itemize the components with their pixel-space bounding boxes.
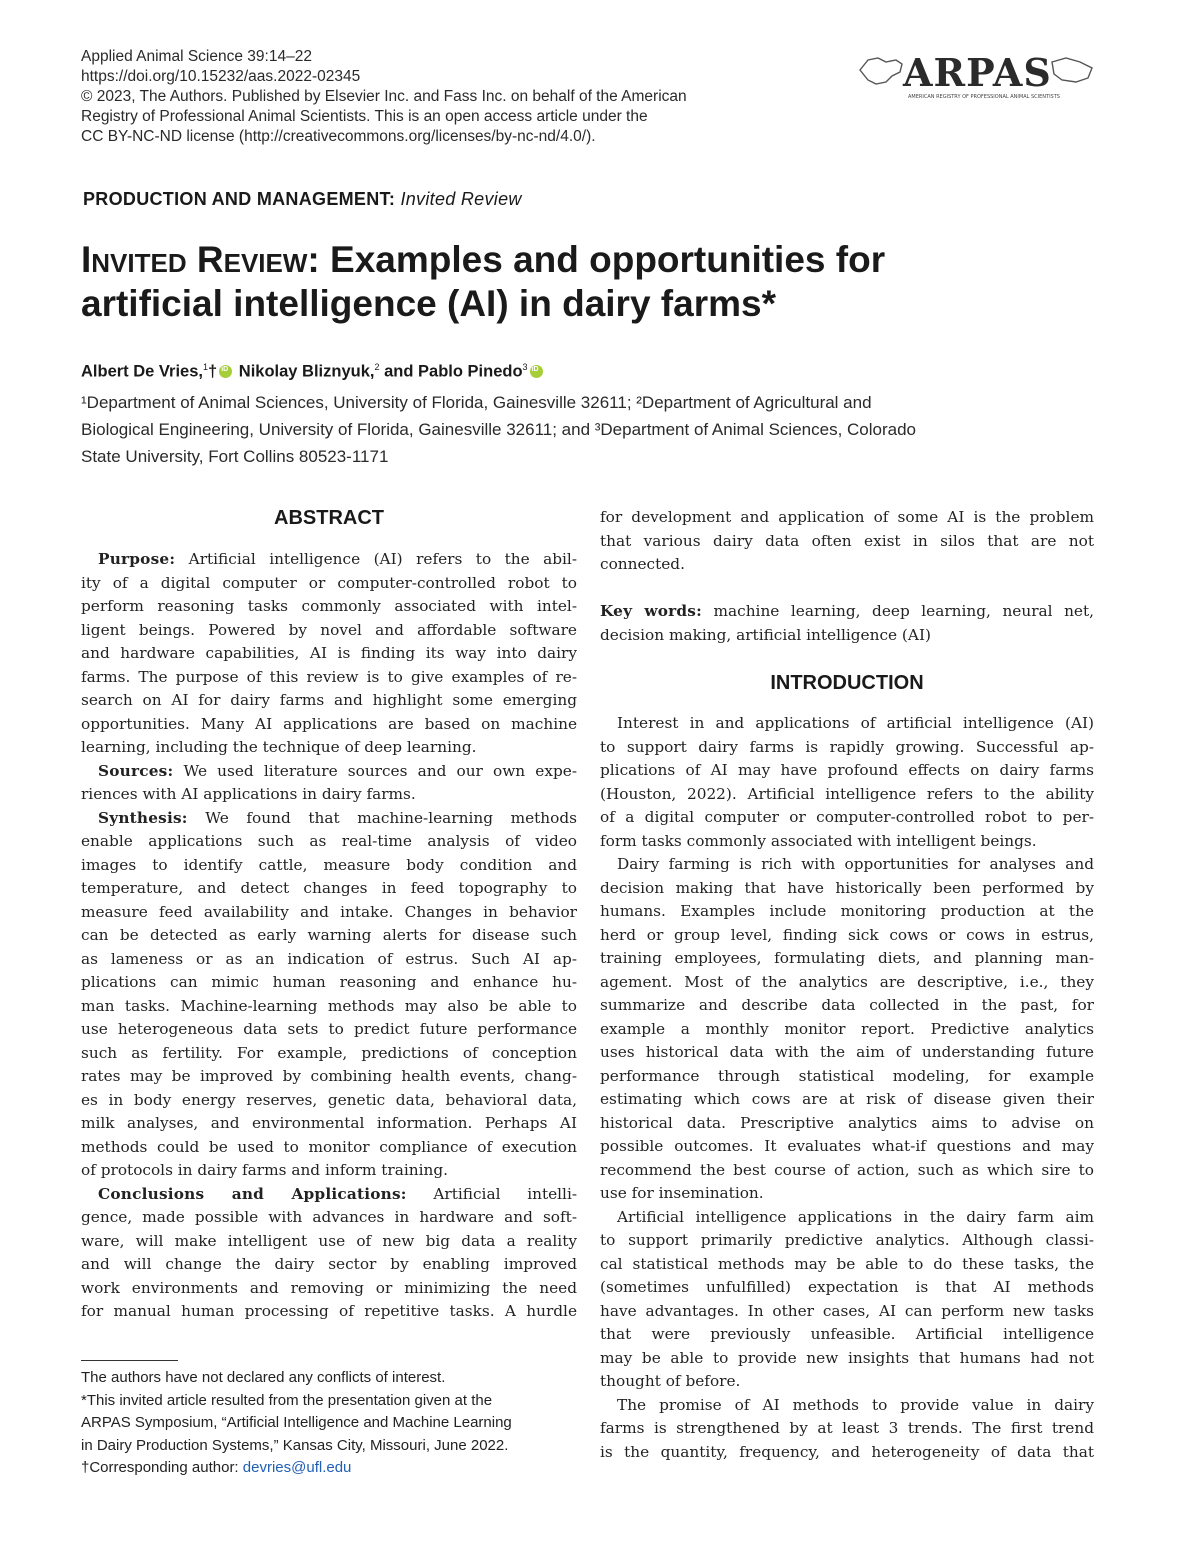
keywords xyxy=(600,600,1094,647)
abstract-line: images to identify cattle, measure body condition and xyxy=(81,855,577,874)
abstract-line: search on AI for dairy farms and highlight some emerging xyxy=(81,691,577,709)
intro-line: uses historical data with the aim of understanding future xyxy=(600,1043,1094,1061)
intro-line: of a digital computer or computer-controlled robot to per- xyxy=(600,808,1094,826)
affiliation-line: Biological Engineering, University of Florida, Gainesville 32611; and ³Department of Animal Sciences, Colorado xyxy=(81,420,917,439)
intro-line: training employees, formulating diets, and planning man- xyxy=(600,949,1094,967)
logo-cow-silhouette xyxy=(860,58,902,84)
abstract-line: Conclusions and Applications: Artificial intelli- xyxy=(98,1184,578,1203)
abstract-continued xyxy=(600,506,1094,577)
footnote-line: The authors have not declared any conflicts of interest. xyxy=(81,1369,446,1386)
affiliation-marker: 1 xyxy=(202,362,208,372)
abstract-line: connected. xyxy=(600,555,685,573)
intro-line: herd or group level, finding sick cows or cows in estrus, xyxy=(600,925,1094,944)
article-type: Invited Review xyxy=(400,189,522,209)
abstract-line: and hardware capabilities, AI is finding its way into dairy xyxy=(81,644,577,662)
intro-line: form tasks commonly associated with intelligent beings. xyxy=(600,831,1037,850)
title-line-2: artificial intelligence (AI) in dairy farms* xyxy=(81,283,776,324)
keywords-label: Key words: xyxy=(600,602,702,620)
intro-line: Dairy farming is rich with opportunities for analyses and xyxy=(617,855,1094,873)
abstract-line: ligent beings. Powered by novel and affordable software xyxy=(81,620,577,639)
intro-line: (Houston, 2022). Artificial intelligence refers to the ability xyxy=(600,784,1094,803)
intro-line: use for insemination. xyxy=(600,1184,764,1202)
footnotes xyxy=(81,1367,581,1480)
intro-line: plications of AI may have profound effects on dairy farms xyxy=(600,761,1094,779)
abstract-line: ity of a digital computer or computer-controlled robot to xyxy=(81,573,577,592)
abstract-line: and will change the dairy sector by enabling improved xyxy=(81,1255,577,1273)
author-name: Nikolay Bliznyuk, xyxy=(238,362,375,381)
conclusions-label: Conclusions and Applications: xyxy=(98,1184,407,1203)
abstract-line: opportunities. Many AI applications are based on machine xyxy=(81,714,577,733)
abstract-line: for manual human processing of repetitive tasks. A hurdle xyxy=(81,1302,577,1320)
intro-line: agement. Most of the analytics are descriptive, i.e., they xyxy=(600,972,1094,991)
logo-tagline: AMERICAN REGISTRY OF PROFESSIONAL ANIMAL SCIENTISTS xyxy=(908,94,1060,100)
orcid-icon[interactable] xyxy=(219,365,232,378)
author-name: Albert De Vries, xyxy=(81,362,203,381)
synthesis-label: Synthesis: xyxy=(98,808,188,827)
abstract-line: work environments and removing or minimizing the need xyxy=(81,1278,577,1297)
abstract-line: milk analyses, and environmental information. Perhaps AI xyxy=(81,1114,577,1132)
title-line-1: Examples and opportunities for xyxy=(330,239,886,280)
doi-link[interactable]: https://doi.org/10.15232/aas.2022-02345 xyxy=(81,68,361,85)
copyright-line: © 2023, The Authors. Published by Elsevier Inc. and Fass Inc. on behalf of the American xyxy=(81,88,687,105)
title-prefix: Invited Review: xyxy=(81,239,320,280)
abstract-line: Purpose: Artificial intelligence (AI) refers to the abil- xyxy=(98,550,577,568)
purpose-label: Purpose: xyxy=(98,550,176,568)
abstract-line: rates may be improved by combining health events, chang- xyxy=(81,1067,577,1085)
abstract-line: perform reasoning tasks commonly associated with intel- xyxy=(81,597,577,615)
keywords-line: Key words: machine learning, deep learning, neural net, xyxy=(600,602,1094,620)
copyright-line: Registry of Professional Animal Scientists. This is an open access article under the xyxy=(81,108,648,125)
intro-line: that were previously unfeasible. Artificial intelligence xyxy=(600,1325,1094,1343)
abstract-line: farms. The purpose of this review is to give examples of re- xyxy=(81,667,577,686)
orcid-icon[interactable] xyxy=(530,365,543,378)
abstract-line: as lameness or as an indication of estrus. Such AI ap- xyxy=(81,949,577,968)
affiliation-marker: 3 xyxy=(522,362,528,372)
author-email-link[interactable]: devries@ufl.edu xyxy=(242,1459,352,1476)
abstract-line: enable applications such as real-time analysis of video xyxy=(81,832,577,850)
intro-line: cal statistical methods may be able to do these tasks, the xyxy=(600,1254,1094,1273)
abstract-line: temperature, and detect changes in feed topography to xyxy=(81,879,577,897)
arpas-logo xyxy=(856,48,1096,104)
intro-line: The promise of AI methods to provide value in dairy xyxy=(617,1395,1094,1414)
journal-header xyxy=(81,47,801,147)
logo-animal-silhouette xyxy=(1052,58,1092,82)
intro-line: is the quantity, frequency, and heterogeneity of data that xyxy=(600,1442,1094,1461)
abstract-line: Synthesis: We found that machine-learning methods xyxy=(98,808,577,827)
intro-line: summarize and describe data collected in the past, for xyxy=(600,996,1094,1014)
intro-line: (sometimes unfulfilled) expectation is that AI methods xyxy=(600,1278,1094,1296)
affiliation-line: State University, Fort Collins 80523-1171 xyxy=(81,447,389,466)
intro-line: humans. Examples include monitoring production at the xyxy=(600,902,1094,920)
corresponding-dagger: † xyxy=(208,362,218,381)
affiliation-marker: 2 xyxy=(374,362,380,372)
abstract-line: use heterogeneous data sets to predict future performance xyxy=(81,1020,577,1038)
intro-line: Artificial intelligence applications in the dairy farm aim xyxy=(617,1207,1094,1226)
abstract-line: such as fertility. For example, predictions of conception xyxy=(81,1043,577,1062)
abstract-line: plications can mimic human reasoning and enhance hu- xyxy=(81,973,577,991)
intro-line: Interest in and applications of artificial intelligence (AI) xyxy=(617,714,1094,732)
intro-line: may be able to provide new insights that humans had not xyxy=(600,1348,1094,1367)
intro-line: performance through statistical modeling, for example xyxy=(600,1066,1094,1085)
abstract-line: gence, made possible with advances in hardware and soft- xyxy=(81,1208,577,1226)
footnote-divider xyxy=(81,1360,178,1361)
section-category: PRODUCTION AND MANAGEMENT: xyxy=(83,189,396,209)
intro-line: thought of before. xyxy=(600,1372,741,1390)
abstract-line: learning, including the technique of deep learning. xyxy=(81,738,477,756)
section-label xyxy=(83,189,522,210)
intro-line: to support primarily predictive analytics. Although classi- xyxy=(600,1231,1094,1249)
logo-wordmark: ARPAS xyxy=(903,50,1052,95)
intro-line: have advantages. In other cases, AI can perform new tasks xyxy=(600,1301,1094,1320)
abstract-line: Sources: We used literature sources and our own expe- xyxy=(98,761,577,780)
affiliation-line: ¹Department of Animal Sciences, University of Florida, Gainesville 32611; ²Department of Agricultural and xyxy=(81,393,872,412)
abstract-line: measure feed availability and intake. Changes in behavior xyxy=(81,902,577,921)
introduction-heading: INTRODUCTION xyxy=(770,672,924,694)
abstract-line: es in body energy reserves, genetic data, behavioral data, xyxy=(81,1090,577,1109)
abstract-line: for development and application of some AI is the problem xyxy=(600,508,1094,526)
footnote-line: in Dairy Production Systems,” Kansas City, Missouri, June 2022. xyxy=(81,1436,509,1454)
intro-line: farms is strengthened by at least 3 trends. The first trend xyxy=(600,1419,1094,1437)
keywords-line: decision making, artificial intelligence (AI) xyxy=(600,625,931,644)
intro-line: decision making that have historically been performed by xyxy=(600,878,1094,897)
article-title xyxy=(81,238,1121,326)
intro-line: historical data. Prescriptive analytics aims to advise on xyxy=(600,1113,1094,1132)
author-name: and Pablo Pinedo xyxy=(384,362,523,381)
intro-line: recommend the best course of action, such as which sire to xyxy=(600,1160,1094,1179)
abstract-line: of protocols in dairy farms and inform training. xyxy=(81,1161,448,1179)
affiliations xyxy=(81,389,1081,470)
abstract-line: methods could be used to monitor compliance of execution xyxy=(81,1137,577,1156)
intro-line: example a monthly monitor report. Predictive analytics xyxy=(600,1019,1094,1038)
abstract-line: riences with AI applications in dairy farms. xyxy=(81,785,416,803)
introduction-body xyxy=(600,712,1094,1464)
intro-line: estimating which cows are at risk of disease given their xyxy=(600,1090,1094,1108)
abstract-line: man tasks. Machine-learning methods may also be able to xyxy=(81,996,577,1015)
abstract-line: can be detected as early warning alerts for disease such xyxy=(81,926,577,944)
journal-citation: Applied Animal Science 39:14–22 xyxy=(81,48,312,65)
intro-line: possible outcomes. It evaluates what-if questions and may xyxy=(600,1137,1094,1155)
corresponding-author-label: †Corresponding author: xyxy=(81,1459,243,1476)
footnote-line: ARPAS Symposium, “Artificial Intelligence and Machine Learning xyxy=(81,1414,512,1431)
license-line: CC BY-NC-ND license (http://creativecommons.org/licenses/by-nc-nd/4.0/). xyxy=(81,128,596,145)
abstract-heading: ABSTRACT xyxy=(274,507,384,529)
author-list xyxy=(81,362,545,382)
sources-label: Sources: xyxy=(98,761,174,780)
abstract-body xyxy=(81,548,577,1324)
footnote-line: *This invited article resulted from the presentation given at the xyxy=(81,1391,493,1409)
abstract-line: that various dairy data often exist in silos that are not xyxy=(600,531,1094,550)
abstract-line: ware, will make intelligent use of new big data a reality xyxy=(81,1231,577,1250)
intro-line: to support dairy farms is rapidly growing. Successful ap- xyxy=(600,737,1094,756)
footnote-line xyxy=(81,1457,581,1480)
